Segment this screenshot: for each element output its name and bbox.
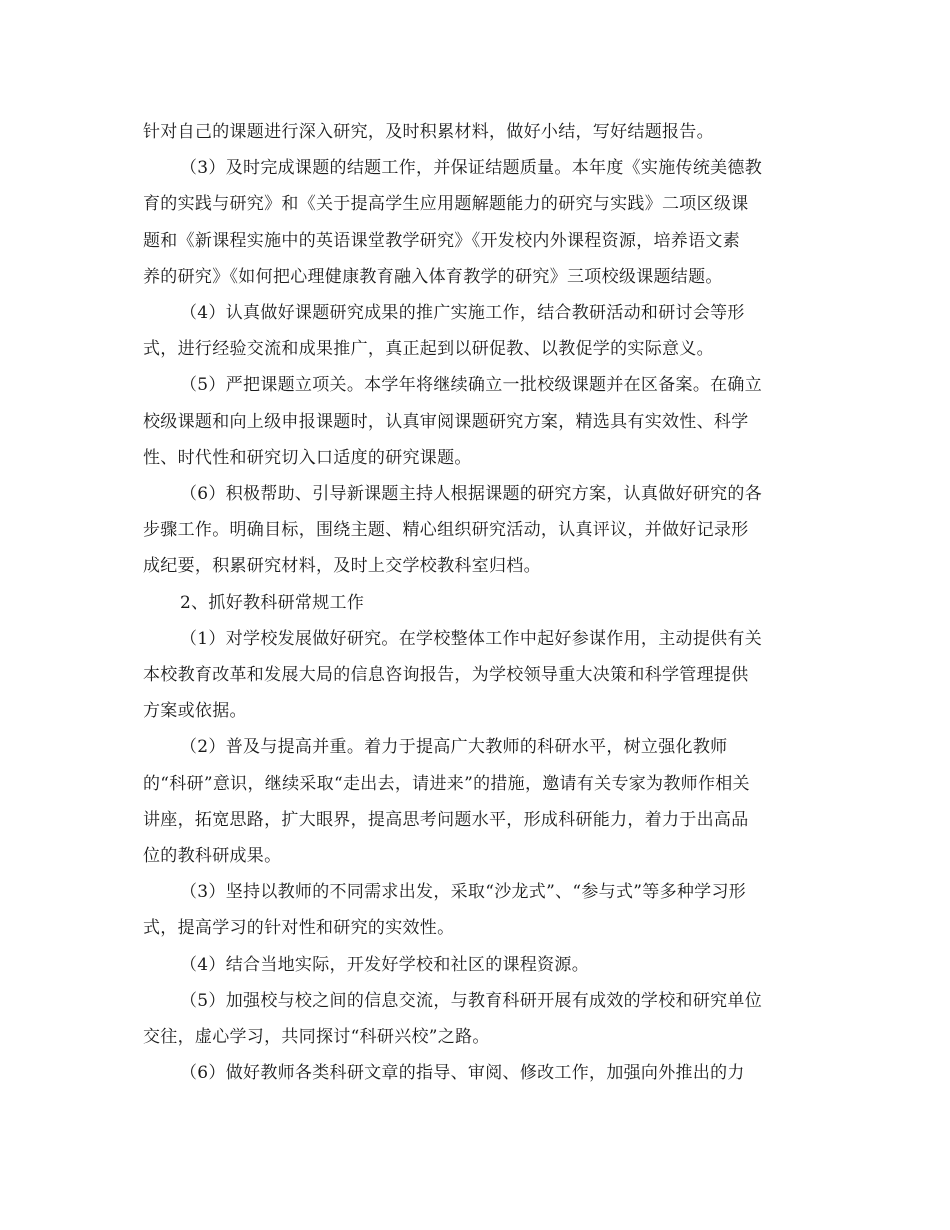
document-page <box>143 114 803 1091</box>
paragraph-2: （3）及时完成课题的结题工作，并保证结题质量。本年度《实施传统美德教 育的实践与研究》和《关于提高学生应用题解题能力的研究与实践》二项区级课 题和《新课程实施中的英语课堂教学研究》《开发校内外课程资源，培养语文素 养的研究》《如何把心理健康教育融入体育教学的研究》三项校级课题结题。 <box>143 158 763 287</box>
paragraph-11: （6）做好教师各类科研文章的指导、审阅、修改工作，加强向外推出的力 <box>180 1063 745 1084</box>
paragraph-4: （5）严把课题立项关。本学年将继续确立一批校级课题并在区备案。在确立 校级课题和向上级申报课题时，认真审阅课题研究方案，精选具有实效性、科学 性、时代性和研究切入口适度的研究课题。 <box>143 375 763 468</box>
section-heading: 2、抓好教科研常规工作 <box>180 592 365 613</box>
paragraph-3: （4）认真做好课题研究成果的推广实施工作，结合教研活动和研讨会等形 式，进行经验交流和成果推广，真正起到以研促教、以教促学的实际意义。 <box>143 303 745 360</box>
paragraph-6: （1）对学校发展做好研究。在学校整体工作中起好参谋作用，主动提供有关 本校教育改革和发展大局的信息咨询报告，为学校领导重大决策和科学管理提供 方案或依据。 <box>143 628 763 722</box>
paragraph-7: （2）普及与提高并重。着力于提高广大教师的科研水平，树立强化教师 的“科研”意识，继续采取“走出去，请进来”的措施，邀请有关专家为教师作相关 讲座，拓宽思路，扩大眼界，提高思考问题水平，形成科研能力，着力于出高品 位的教科研成果。 <box>143 737 750 867</box>
paragraph-8: （3）坚持以教师的不同需求出发，采取“沙龙式”、“参与式”等多种学习形 式，提高学习的针对性和研究的实效性。 <box>143 882 747 939</box>
paragraph-9: （4）结合当地实际，开发好学校和社区的课程资源。 <box>180 954 590 975</box>
paragraph-5: （6）积极帮助、引导新课题主持人根据课题的研究方案，认真做好研究的各 步骤工作。明确目标，围绕主题、精心组织研究活动，认真评议，并做好记录形 成纪要，积累研究材料，及时上交学校教科室归档。 <box>143 484 763 577</box>
paragraph-1: 针对自己的课题进行深入研究，及时积累材料，做好小结，写好结题报告。 <box>143 122 714 142</box>
paragraph-10: （5）加强校与校之间的信息交流，与教育科研开展有成效的学校和研究单位 交往，虚心学习，共同探讨“科研兴校”之路。 <box>143 990 763 1048</box>
